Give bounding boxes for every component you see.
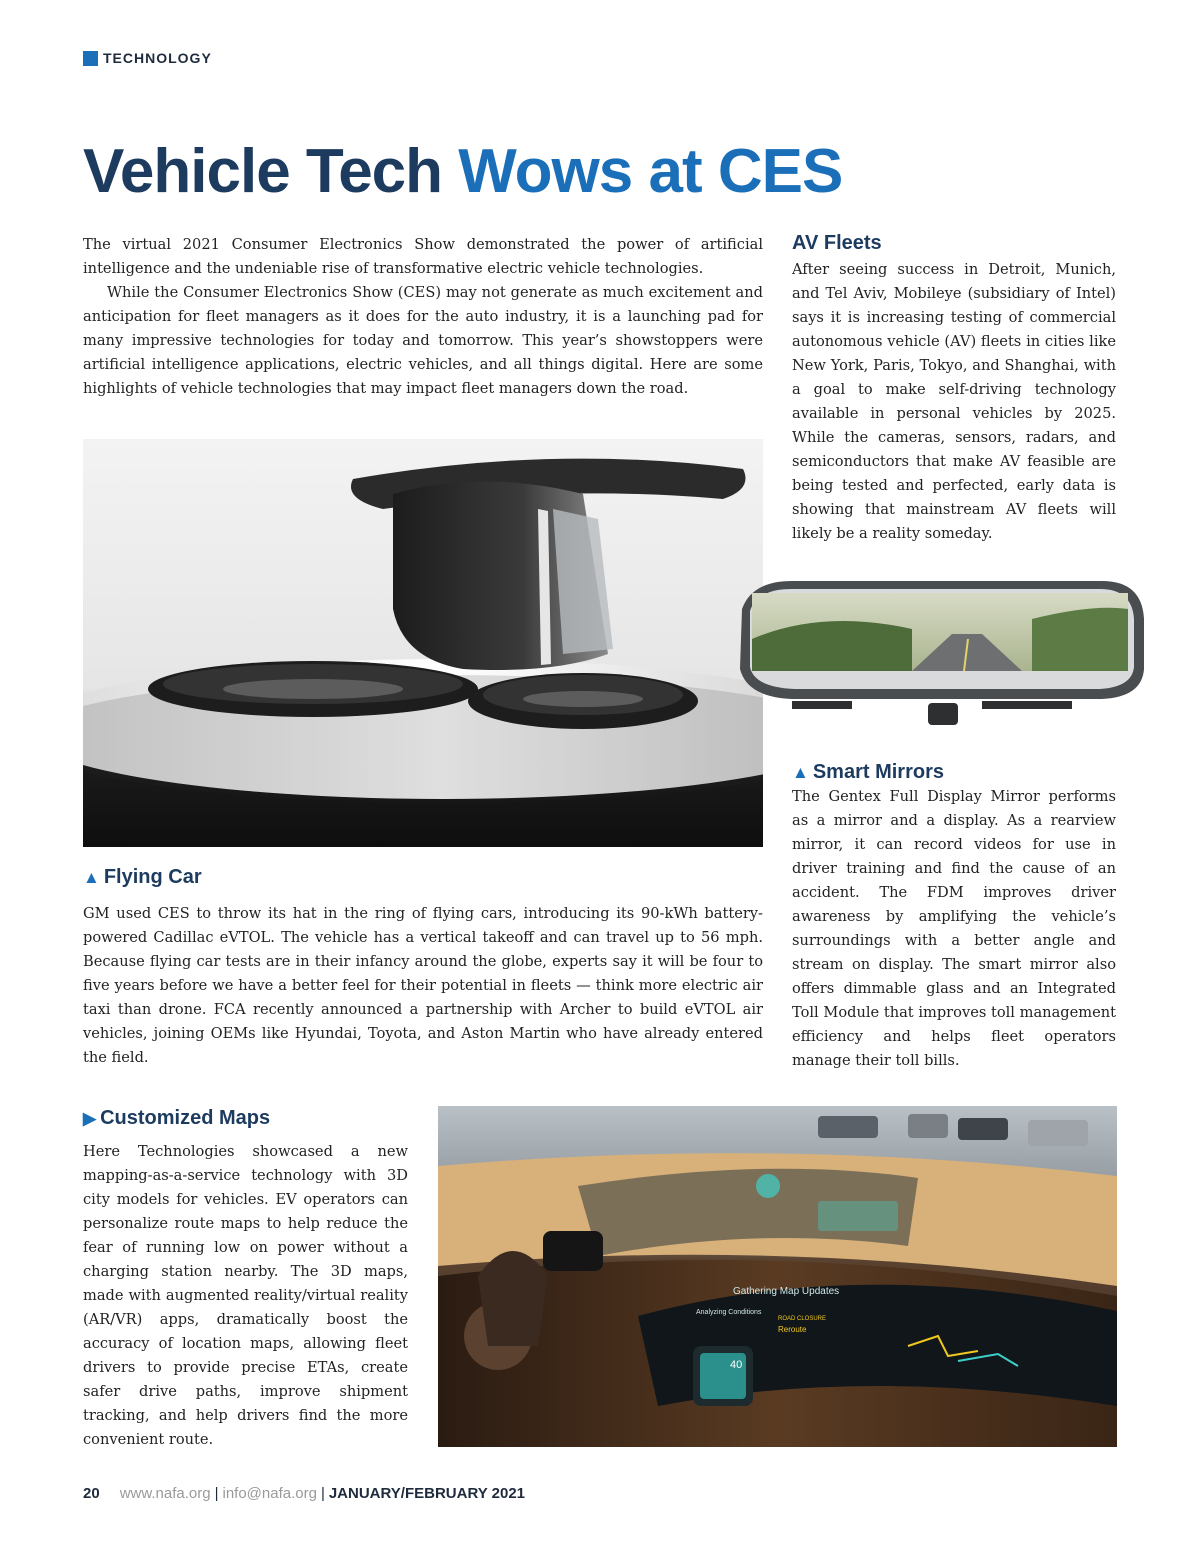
footer-separator: | <box>320 1485 325 1502</box>
intro-paragraph-1: The virtual 2021 Consumer Electronics Show demonstrated the power of artificial intelligence and the undeniable rise of transformative electric vehicle technologies. <box>83 236 763 277</box>
section-label: TECHNOLOGY <box>103 50 212 66</box>
email-link[interactable]: info@nafa.org <box>222 1485 317 1502</box>
page-title <box>83 136 842 208</box>
issue-date: JANUARY/FEBRUARY 2021 <box>328 1485 526 1502</box>
customized-maps-heading-text: Customized Maps <box>100 1107 271 1129</box>
ar-dashboard-photo <box>438 1106 1117 1447</box>
flying-car-body: GM used CES to throw its hat in the ring of flying cars, introducing its 90-kWh battery-powered Cadillac eVTOL. The vehicle has a vertical takeoff and can travel up to 56 mph. Because flying car tests are in their infancy around the globe, experts say it will be four to five years before we have a better feel for their potential in fleets — think more electric air taxi than drone. FCA recently announced a partnership with Archer to build eVTOL air vehicles, joining OEMs like Hyundai, Toyota, and Aston Martin who have already entered the field. <box>83 905 763 1066</box>
page-footer <box>83 1485 525 1502</box>
title-part-1: Vehicle Tech <box>83 137 443 206</box>
smart-mirrors-body: The Gentex Full Display Mirror performs as a mirror and a display. As a rearview mirror, it can record videos for use in driver training and find the cause of an accident. The FDM improves driver awareness by amplifying the vehicle’s surroundings with a better angle and stream on display. The smart mirror also offers dimmable glass and an Integrated Toll Module that improves toll management efficiency and helps fleet operators manage their toll bills. <box>792 788 1116 1069</box>
flying-car-heading-text: Flying Car <box>103 866 202 888</box>
smart-mirrors-heading-text: Smart Mirrors <box>812 761 944 783</box>
customized-maps-heading <box>83 1105 270 1132</box>
triangle-up-icon: ▲ <box>792 763 809 782</box>
hud-speed: 40 <box>730 1359 743 1371</box>
customized-maps-body: Here Technologies showcased a new mapping-as-a-service technology with 3D city models for vehicles. EV operators can personalize route maps to help reduce the fear of running low on power without a charging station nearby. The 3D maps, made with augmented reality/virtual reality (AR/VR) apps, dramatically boost the accuracy of location maps, allowing fleet drivers to provide precise ETAs, create safer drive paths, improve shipment tracking, and help drivers find the more convenient route. <box>83 1143 408 1448</box>
flying-car-illustration <box>83 439 763 847</box>
av-fleets-body: After seeing success in Detroit, Munich, and Tel Aviv, Mobileye (subsidiary of Intel) says it is increasing testing of commercial autonomous vehicle (AV) fleets in cities like New York, Paris, Tokyo, and Shanghai, with a goal to make self-driving technology available in personal vehicles by 2025. While the cameras, sensors, radars, and semiconductors that make AV feasible are being tested and perfected, early data is showing that mainstream AV fleets will likely be a reality someday. <box>792 261 1116 542</box>
triangle-right-icon: ▶ <box>83 1109 97 1128</box>
flying-car-heading <box>83 864 202 891</box>
section-tag <box>83 50 212 66</box>
title-part-2: Wows at CES <box>458 137 843 206</box>
av-fleets-heading-text: AV Fleets <box>792 232 882 254</box>
website-link[interactable]: www.nafa.org <box>119 1485 211 1502</box>
av-fleets-heading <box>792 230 882 256</box>
smart-mirror-photo <box>732 579 1152 731</box>
smart-mirror-illustration <box>732 579 1152 731</box>
hud-road-closure-text: ROAD CLOSURE <box>778 1316 827 1322</box>
intro-text <box>83 233 763 401</box>
hud-reroute-text: Reroute <box>778 1325 807 1334</box>
page-number: 20 <box>83 1485 100 1502</box>
hud-analyzing-text: Analyzing Conditions <box>696 1309 762 1316</box>
footer-separator: | <box>214 1485 219 1502</box>
hud-main-text: Gathering Map Updates <box>733 1286 840 1297</box>
intro-paragraph-2: While the Consumer Electronics Show (CES) may not generate as much excitement and anticipation for fleet managers as it does for the auto industry, it is a launching pad for many impressive technologies for today and tomorrow. This year’s showstoppers were artificial intelligence applications, electric vehicles, and all things digital. Here are some highlights of vehicle technologies that may impact fleet managers down the road. <box>83 284 763 397</box>
triangle-up-icon: ▲ <box>83 868 100 887</box>
smart-mirrors-heading <box>792 759 944 786</box>
flying-car-photo <box>83 439 763 847</box>
ar-dashboard-illustration <box>438 1106 1117 1447</box>
section-square-icon <box>83 51 98 66</box>
